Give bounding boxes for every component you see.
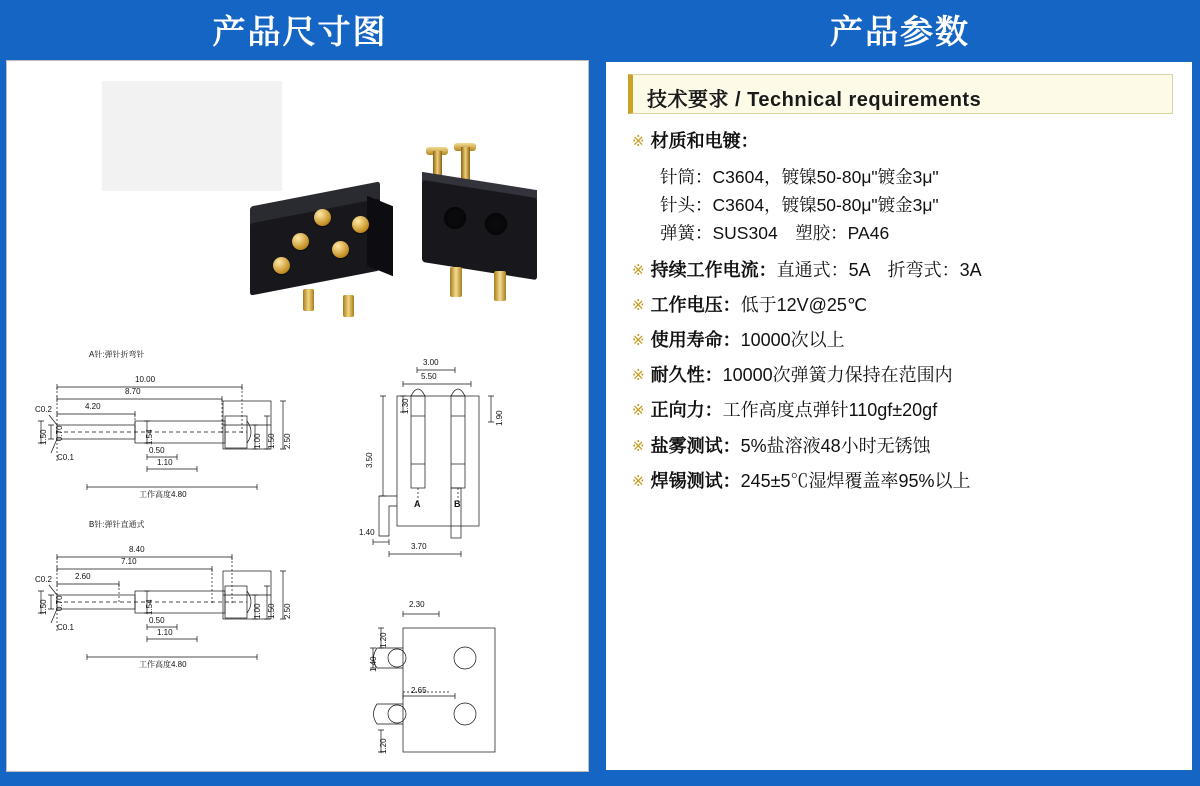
dim-1-50-left-b: 1.50: [39, 599, 48, 615]
dim-0-50: 0.50: [149, 446, 165, 455]
dim-3-00: 3.00: [423, 358, 439, 367]
dim-1-30: 1.30: [401, 398, 410, 414]
spec-subline: 针头：C3604，镀镍50-80μ"镀金3μ": [660, 195, 939, 216]
connector-b-hole: [485, 213, 507, 235]
dim-2-65: 2.65: [411, 686, 427, 695]
dim-3-50: 3.50: [365, 452, 374, 468]
connector-a-side: [367, 196, 393, 277]
solder-leg: [343, 295, 354, 317]
dim-1-20: 1.20: [379, 632, 388, 648]
dim-1-00: 1.00: [253, 433, 262, 449]
dim-2-50-b: 2.50: [283, 603, 292, 619]
dim-10-00: 10.00: [135, 375, 156, 384]
page-title-right: 产品参数: [830, 13, 970, 50]
bullet-icon: ※: [632, 262, 645, 280]
dim-3-70: 3.70: [411, 542, 427, 551]
page-title-left: 产品尺寸图: [212, 13, 388, 50]
solder-leg: [450, 267, 462, 297]
dim-1-50-right: 1.50: [267, 433, 276, 449]
spec-label: 工作电压：: [650, 295, 741, 316]
connector-b-body: [422, 180, 537, 280]
drawing-view-b: [27, 520, 307, 691]
spec-sublines: [660, 163, 1177, 247]
spec-value: 直通式：5A 折弯式：3A: [776, 260, 982, 281]
spec-label: 使用寿命：: [650, 330, 741, 351]
bullet-icon: ※: [632, 297, 645, 315]
chamfer-c02: C0.2: [35, 405, 52, 414]
parameters-panel: [604, 60, 1194, 772]
dim-2-50: 2.50: [283, 433, 292, 449]
dim-2-30: 2.30: [409, 600, 425, 609]
dim-1-10-b: 1.10: [157, 628, 173, 637]
dim-1-40-bottom: 1.40: [369, 656, 378, 672]
view-b-title: B针:弹针直通式: [89, 520, 145, 529]
spec-item-life: [632, 327, 1177, 353]
work-height-b: 工作高度4.80: [139, 660, 187, 669]
spec-value: 245±5℃湿焊覆盖率95%以上: [740, 470, 971, 491]
work-height-a: 工作高度4.80: [139, 490, 187, 499]
spec-label: 持续工作电流：: [650, 260, 777, 281]
product-photo: [7, 61, 590, 341]
spec-subline: 弹簧：SUS304 塑胶：PA46: [660, 223, 890, 244]
solder-leg: [494, 271, 506, 301]
dim-7-10: 7.10: [121, 557, 137, 566]
spec-item-solderability: [632, 468, 1177, 494]
dim-1-20-bottom: 1.20: [379, 738, 388, 754]
dimension-drawing-panel: [6, 60, 589, 772]
bullet-icon: ※: [632, 332, 645, 350]
pogo-pin: [314, 209, 331, 226]
technical-requirements-header: [628, 74, 1173, 114]
spec-value: 10000次以上: [740, 330, 845, 351]
dim-1-00-b: 1.00: [253, 603, 262, 619]
spec-value: 工作高度点弹针110gf±20gf: [722, 400, 938, 421]
spec-list: [632, 128, 1177, 503]
dim-1-10: 1.10: [157, 458, 173, 467]
pogo-pin: [273, 257, 290, 274]
dim-0-70: 0.70: [55, 425, 64, 441]
pogo-pin: [352, 216, 369, 233]
spec-item-material: [632, 128, 1177, 247]
dim-8-70: 8.70: [125, 387, 141, 396]
spec-item-voltage: [632, 292, 1177, 318]
chamfer-c01: C0.1: [57, 453, 74, 462]
spec-value: 10000次弹簧力保持在范围内: [722, 365, 953, 386]
dim-4-20: 4.20: [85, 402, 101, 411]
spec-subline: 针筒：C3604，镀镍50-80μ"镀金3μ": [660, 167, 939, 188]
dim-2-60: 2.60: [75, 572, 91, 581]
connector-b-hole: [444, 207, 466, 229]
pin-label-b: B: [454, 499, 461, 509]
dim-1-50-left: 1.50: [39, 429, 48, 445]
dim-0-70-b: 0.70: [55, 595, 64, 611]
dim-1-90: 1.90: [495, 410, 504, 426]
drawing-front-view-svg: [367, 356, 557, 586]
photo-backdrop: [102, 81, 282, 191]
technical-requirements-title: 技术要求 / Technical requirements: [647, 89, 982, 111]
drawing-bottom-view: [367, 596, 557, 786]
dim-1-40: 1.40: [359, 528, 375, 537]
view-a-title: A针:弹针折弯针: [89, 350, 145, 359]
spec-label: 材质和电镀：: [650, 131, 759, 151]
pin-label-a: A: [414, 499, 421, 509]
dim-1-54-b: 1.54: [145, 599, 154, 615]
spec-label: 耐久性：: [650, 365, 723, 386]
spec-item-salt-spray: [632, 433, 1177, 459]
bullet-icon: ※: [632, 367, 645, 385]
solder-leg: [303, 289, 314, 311]
spec-item-durability: [632, 362, 1177, 388]
pogo-pin: [332, 241, 349, 258]
bullet-icon: ※: [632, 437, 645, 455]
spec-label: 盐雾测试：: [650, 435, 741, 456]
drawing-front-view: [359, 356, 557, 586]
drawing-view-a: [27, 350, 307, 511]
pogo-pin: [292, 233, 309, 250]
spec-item-current: [632, 257, 1177, 283]
drawing-bottom-view-svg: [367, 596, 557, 786]
spec-label: 焊锡测试：: [650, 470, 741, 491]
spec-label: 正向力：: [650, 400, 723, 421]
dim-1-54: 1.54: [145, 429, 154, 445]
bullet-icon: ※: [632, 402, 645, 420]
bullet-icon: ※: [632, 472, 645, 490]
spec-item-force: [632, 397, 1177, 423]
chamfer-c02-b: C0.2: [35, 575, 52, 584]
dim-8-40: 8.40: [129, 545, 145, 554]
dim-5-50: 5.50: [421, 372, 437, 381]
spec-value: 低于12V@25℃: [740, 295, 868, 316]
dim-1-50-right-b: 1.50: [267, 603, 276, 619]
chamfer-c01-b: C0.1: [57, 623, 74, 632]
dim-0-50-b: 0.50: [149, 616, 165, 625]
spec-value: 5%盐溶液48小时无锈蚀: [740, 435, 931, 456]
bullet-icon: ※: [632, 133, 645, 150]
